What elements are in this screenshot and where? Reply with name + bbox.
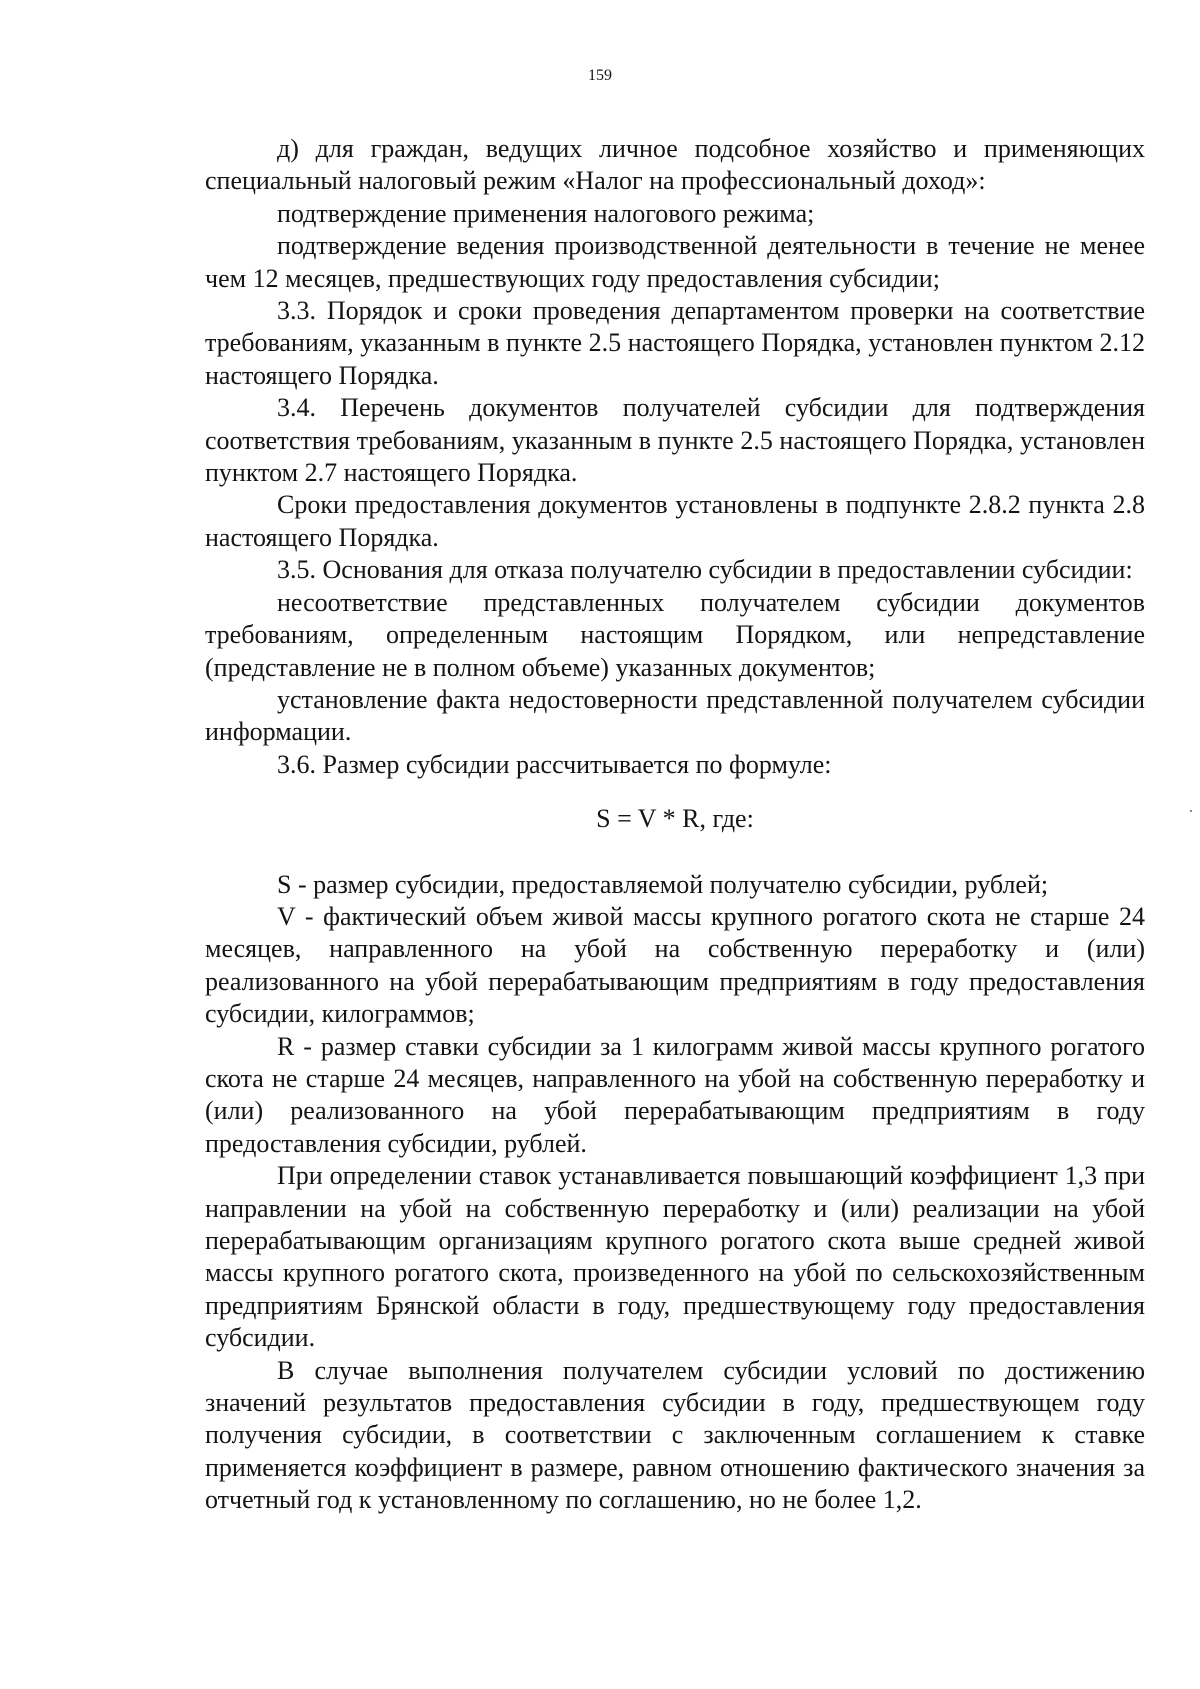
paragraph-clause-3-3: 3.3. Порядок и сроки проведения департаментом проверки на соответствие требованиям, указанным в пункте 2.5 настоящего Порядка, установлен пунктом 2.12 настоящего Порядка.	[205, 296, 1145, 390]
paragraph-clause-3-5: 3.5. Основания для отказа получателю субсидии в предоставлении субсидии:	[277, 555, 1133, 585]
document-body	[205, 133, 1145, 1517]
paragraph-document-deadlines: Сроки предоставления документов установлены в подпункте 2.8.2 пункта 2.8 настоящего Порядка.	[205, 490, 1145, 552]
paragraph-refusal-reason-1: несоответствие представленных получателем субсидии документов требованиям, определенным настоящим Порядком, или непредставление (представление не в полном объеме) указанных документов;	[205, 587, 1145, 682]
paragraph-tax-regime-confirmation: подтверждение применения налогового режима;	[277, 198, 815, 228]
definition-s: S - размер субсидии, предоставляемой получателю субсидии, рублей;	[277, 869, 1049, 899]
page-number: 159	[588, 67, 612, 84]
subsidy-formula: S = V * R, где:	[596, 804, 754, 834]
definition-v: V - фактический объем живой массы крупного рогатого скота не старше 24 месяцев, направленного на убой на собственную переработку и (или) реализованного на убой перерабатывающим предприятиям в году предоставления субсидии, килограммов;	[205, 901, 1145, 1029]
paragraph-subitem-d: д) для граждан, ведущих личное подсобное хозяйство и применяющих специальный налоговый режим «Налог на профессиональный доход»:	[205, 134, 1145, 196]
paragraph-clause-3-6: 3.6. Размер субсидии рассчитывается по формуле:	[277, 749, 832, 779]
paragraph-clause-3-4: 3.4. Перечень документов получателей субсидии для подтверждения соответствия требованиям, указанным в пункте 2.5 настоящего Порядка, установлен пунктом 2.7 настоящего Порядка.	[205, 393, 1145, 488]
scan-speck	[1190, 810, 1192, 812]
paragraph-results-coefficient: В случае выполнения получателем субсидии условий по достижению значений результатов предоставления субсидии в году, предшествующем году получения субсидии, в соответствии с заключенным соглашением к ставке применяется коэффициент в размере, равном отношению фактического значения за отчетный год к установленному по соглашению, но не более 1,2.	[205, 1355, 1145, 1515]
definition-r: R - размер ставки субсидии за 1 килограмм живой массы крупного рогатого скота не старше 24 месяцев, направленного на убой на собственную переработку и (или) реализованного на убой перерабатывающим предприятиям в году предоставления субсидии, рублей.	[205, 1031, 1145, 1158]
paragraph-refusal-reason-2: установление факта недостоверности представленной получателем субсидии информации.	[205, 684, 1145, 747]
paragraph-increasing-coefficient: При определении ставок устанавливается повышающий коэффициент 1,3 при направлении на убой на собственную переработку и (или) реализации на убой перерабатывающим организациям крупного рогатого скота выше средней живой массы крупного рогатого скота, произведенного на убой по сельскохозяйственным предприятиям Брянской области в году, предшествующему году предоставления субсидии.	[205, 1161, 1145, 1353]
paragraph-production-activity-confirmation: подтверждение ведения производственной деятельности в течение не менее чем 12 месяцев, предшествующих году предоставления субсидии;	[205, 231, 1145, 293]
